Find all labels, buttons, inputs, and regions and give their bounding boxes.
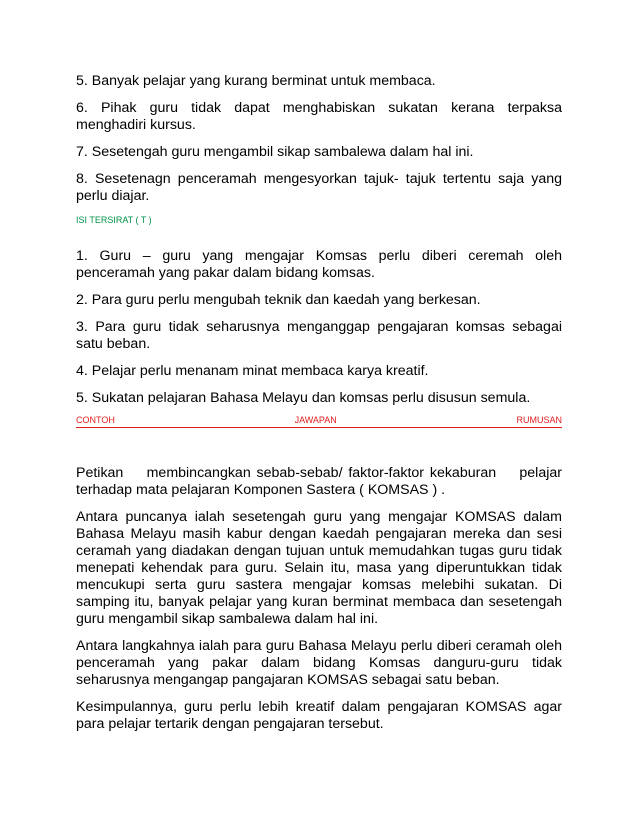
section-title-isi-tersirat: ISI TERSIRAT ( T )	[76, 215, 152, 225]
divider-contoh-jawapan-rumusan	[76, 415, 562, 428]
list-a-item-5: 5. Banyak pelajar yang kurang berminat untuk membaca.	[76, 73, 436, 89]
answer-paragraph-1: Petikan membincangkan sebab-sebab/ faktor-faktor kekaburan pelajar terhadap mata pelajaran Komponen Sastera ( KOMSAS ) .	[76, 465, 566, 498]
list-b-item-1: 1. Guru – guru yang mengajar Komsas perlu diberi ceremah oleh penceramah yang pakar dalam bidang komsas.	[76, 248, 562, 281]
list-b-item-4: 4. Pelajar perlu menanam minat membaca karya kreatif.	[76, 363, 429, 379]
divider-right-label: RUMUSAN	[516, 415, 562, 425]
list-b-item-3: 3. Para guru tidak seharusnya menganggap pengajaran komsas sebagai satu beban.	[76, 319, 562, 352]
list-a-item-6: 6. Pihak guru tidak dapat menghabiskan sukatan kerana terpaksa menghadiri kursus.	[76, 100, 562, 133]
divider-left-label: CONTOH	[76, 415, 115, 425]
list-b-item-5: 5. Sukatan pelajaran Bahasa Melayu dan komsas perlu disusun semula.	[76, 390, 531, 406]
divider-middle-label: JAWAPAN	[294, 415, 337, 425]
answer-paragraph-4: Kesimpulannya, guru perlu lebih kreatif dalam pengajaran KOMSAS agar para pelajar tertarik dengan pengajaran tersebut.	[76, 699, 562, 732]
list-b-item-2: 2. Para guru perlu mengubah teknik dan kaedah yang berkesan.	[76, 292, 481, 308]
list-a-item-7: 7. Sesetengah guru mengambil sikap sambalewa dalam hal ini.	[76, 144, 474, 160]
answer-paragraph-3: Antara langkahnya ialah para guru Bahasa Melayu perlu diberi ceramah oleh penceramah yang pakar dalam bidang Komsas danguru-guru tidak seharusnya mengangap pangajaran KOMSAS sebagai satu beban.	[76, 638, 562, 688]
list-a-item-8: 8. Sesetenagn penceramah mengesyorkan tajuk- tajuk tertentu saja yang perlu diajar.	[76, 171, 562, 204]
answer-paragraph-2: Antara puncanya ialah sesetengah guru yang mengajar KOMSAS dalam Bahasa Melayu masih kabur dengan kaedah pengajaran mereka dan sesi ceramah yang diadakan dengan tujuan untuk memudahkan tugas guru tidak menepati kehendak para guru. Selain itu, masa yang diperuntukkan tidak mencukupi serta guru sastera mengajar komsas melebihi sukatan. Di samping itu, banyak pelajar yang kuran berminat membaca dan sesetengah guru mengambil sikap sambalewa dalam hal ini.	[76, 509, 562, 627]
